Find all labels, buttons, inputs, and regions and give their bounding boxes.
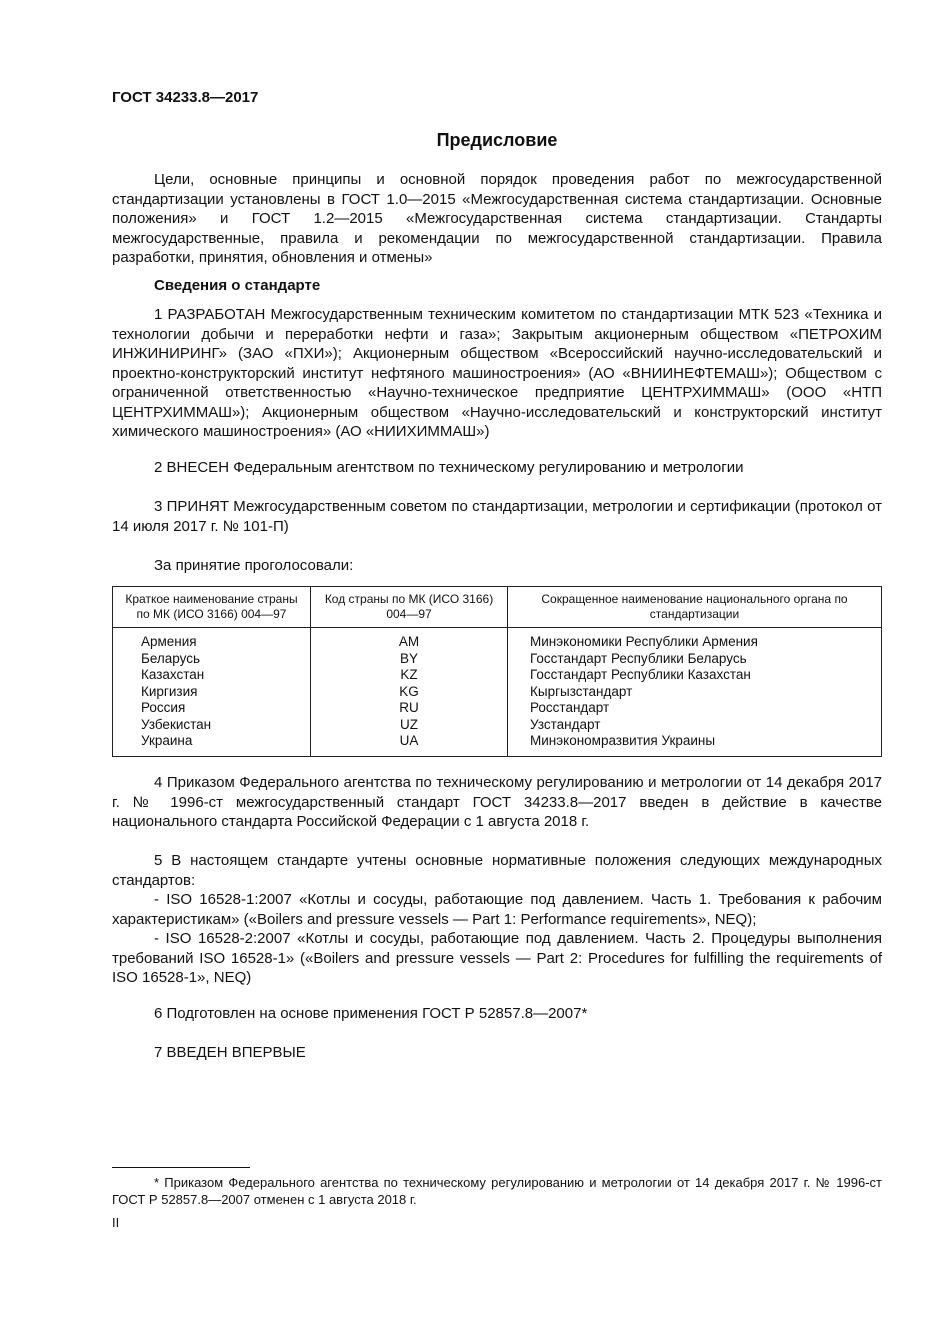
column-header-org: Сокращенное наименование национального органа по стандартизации — [508, 587, 882, 628]
item-5-standard-2: - ISO 16528-2:2007 «Котлы и сосуды, работающие под давлением. Часть 2. Процедуры выполнения требований ISO 16528-1» («Boilers and pressure vessels — Part 2: Procedures for fulfilling the requirements of ISO 16528-1», NEQ) — [112, 930, 882, 986]
document-header: ГОСТ 34233.8—2017 — [112, 89, 259, 106]
footnote-divider — [112, 1167, 250, 1168]
item-2-block — [112, 458, 882, 478]
code-cell: BY — [311, 651, 508, 668]
item-1-block — [112, 305, 882, 442]
vote-label: За принятие проголосовали: — [154, 557, 354, 574]
item-5-block — [112, 851, 882, 988]
org-cell: Узстандарт — [508, 717, 882, 734]
country-cell: Киргизия — [113, 684, 311, 701]
info-heading-block — [112, 276, 882, 296]
table-row — [113, 717, 882, 734]
country-cell: Армения — [113, 628, 311, 651]
item-6: 6 Подготовлен на основе применения ГОСТ Р 52857.8—2007* — [154, 1005, 588, 1022]
country-cell: Украина — [113, 733, 311, 756]
vote-label-block — [112, 556, 882, 576]
page-number: II — [112, 1215, 120, 1230]
country-cell: Россия — [113, 700, 311, 717]
section-heading: Сведения о стандарте — [154, 277, 321, 294]
table-row — [113, 628, 882, 651]
intro-block — [112, 170, 882, 268]
org-cell: Минэкономразвития Украины — [508, 733, 882, 756]
item-4: 4 Приказом Федерального агентства по техническому регулированию и метрологии от 14 декабря 2017 г. № 1996-ст межгосударственный стандарт ГОСТ 34233.8—2017 введен в действие в качестве национального стандарта Российской Федерации с 1 августа 2018 г. — [112, 774, 882, 830]
intro-paragraph: Цели, основные принципы и основной порядок проведения работ по межгосударственной стандартизации установлены в ГОСТ 1.0—2015 «Межгосударственная система стандартизации. Основные положения» и ГОСТ 1.2—2015 «Межгосударственная система стандартизации. Стандарты межгосударственные, правила и рекомендации по межгосударственной стандартизации. Правила разработки, принятия, обновления и отмены» — [112, 171, 882, 266]
code-cell: UA — [311, 733, 508, 756]
item-3: 3 ПРИНЯТ Межгосударственным советом по стандартизации, метрологии и сертификации (протокол от 14 июля 2017 г. № 101-П) — [112, 498, 882, 535]
table-row — [113, 684, 882, 701]
table-row — [113, 700, 882, 717]
item-3-block — [112, 497, 882, 536]
item-5: 5 В настоящем стандарте учтены основные нормативные положения следующих международных стандартов: — [112, 852, 882, 889]
item-7-block — [112, 1043, 882, 1063]
column-header-code: Код страны по МК (ИСО 3166) 004—97 — [311, 587, 508, 628]
org-cell: Госстандарт Республики Беларусь — [508, 651, 882, 668]
org-cell: Росстандарт — [508, 700, 882, 717]
item-2: 2 ВНЕСЕН Федеральным агентством по техническому регулированию и метрологии — [154, 459, 744, 476]
org-cell: Госстандарт Республики Казахстан — [508, 667, 882, 684]
footnote: * Приказом Федерального агентства по техническому регулированию и метрологии от 14 декабря 2017 г. № 1996-ст ГОСТ Р 52857.8—2007 отменен с 1 августа 2018 г. — [112, 1175, 882, 1207]
code-cell: KZ — [311, 667, 508, 684]
code-cell: KG — [311, 684, 508, 701]
table-row — [113, 733, 882, 756]
table-row — [113, 667, 882, 684]
code-cell: RU — [311, 700, 508, 717]
item-4-block — [112, 773, 882, 832]
country-cell: Казахстан — [113, 667, 311, 684]
org-cell: Кыргызстандарт — [508, 684, 882, 701]
table-row — [113, 651, 882, 668]
code-cell: AM — [311, 628, 508, 651]
item-7: 7 ВВЕДЕН ВПЕРВЫЕ — [154, 1044, 306, 1061]
item-1: 1 РАЗРАБОТАН Межгосударственным техническим комитетом по стандартизации МТК 523 «Техника и технологии добычи и переработки нефти и газа»; Закрытым акционерным обществом «ПЕТРОХИМ ИНЖИНИРИНГ» (ЗАО «ПХИ»); Акционерным обществом «Всероссийский научно-исследовательский и проектно-конструкторский институт нефтяного машиностроения» (АО «ВНИИНЕФТЕМАШ»); Обществом с ограниченной ответственностью «Научно-техническое предприятие ЦЕНТРХИММАШ» (ООО «НТП ЦЕНТРХИММАШ»); Акционерным обществом «Научно-исследовательский и конструкторский институт химического машиностроения» (АО «НИИХИММАШ») — [112, 306, 882, 440]
code-cell: UZ — [311, 717, 508, 734]
table-header-row — [113, 587, 882, 628]
country-cell: Узбекистан — [113, 717, 311, 734]
voting-table — [112, 586, 882, 757]
item-6-block — [112, 1004, 882, 1024]
country-cell: Беларусь — [113, 651, 311, 668]
page-title: Предисловие — [436, 130, 558, 150]
org-cell: Минэкономики Республики Армения — [508, 628, 882, 651]
item-5-standard-1: - ISO 16528-1:2007 «Котлы и сосуды, работающие под давлением. Часть 1. Требования к рабочим характеристикам» («Boilers and pressure vessels — Part 1: Performance requirements», NEQ); — [112, 891, 882, 928]
column-header-country: Краткое наименование страны по МК (ИСО 3166) 004—97 — [113, 587, 311, 628]
